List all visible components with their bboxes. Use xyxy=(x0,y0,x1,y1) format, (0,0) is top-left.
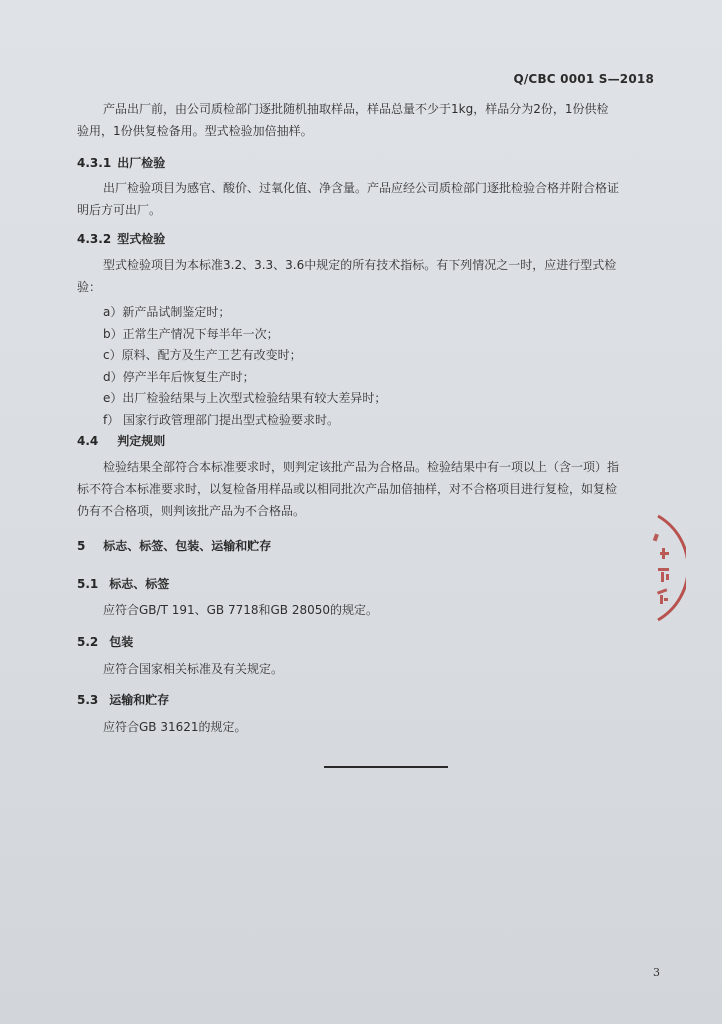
heading-number: 5.1 xyxy=(77,577,99,591)
intro-paragraph xyxy=(77,98,667,142)
heading-4-4 xyxy=(77,432,165,449)
intro-line-2: 验用，1份供复检备用。型式检验加倍抽样。 xyxy=(77,124,313,138)
heading-number: 5.3 xyxy=(77,693,99,707)
paragraph-4-3-2 xyxy=(77,254,667,298)
paragraph-line: 型式检验项目为本标准3.2、3.3、3.6中规定的所有技术指标。有下列情况之一时，应进行型式检 xyxy=(103,258,617,272)
list-item: d）停产半年后恢复生产时； xyxy=(103,369,255,384)
paragraph-line: 应符合GB/T 191、GB 7718和GB 28050的规定。 xyxy=(103,603,379,617)
intro-line-1: 产品出厂前，由公司质检部门逐批随机抽取样品，样品总量不少于1kg，样品分为2份，1份供检 xyxy=(103,102,609,116)
paragraph-line: 仍有不合格项，则判该批产品为不合格品。 xyxy=(77,504,306,518)
heading-4-3-2 xyxy=(77,230,165,247)
heading-title: 出厂检验 xyxy=(117,156,166,170)
paragraph-line: 出厂检验项目为感官、酸价、过氧化值、净含量。产品应经公司质检部门逐批检验合格并附合格证 xyxy=(103,181,620,195)
paragraph-line: 明后方可出厂。 xyxy=(77,203,162,217)
heading-4-3-1 xyxy=(77,154,165,171)
heading-5-3 xyxy=(77,691,169,708)
heading-title: 运输和贮存 xyxy=(109,693,170,707)
paragraph-line: 检验结果全部符合本标准要求时，则判定该批产品为合格品。检验结果中有一项以上（含一项）指 xyxy=(103,460,620,474)
heading-5-1 xyxy=(77,575,169,592)
heading-title: 型式检验 xyxy=(117,232,166,246)
page-number: 3 xyxy=(653,966,660,979)
list-item: c）原料、配方及生产工艺有改变时； xyxy=(103,348,302,362)
paragraph-line: 应符合GB 31621的规定。 xyxy=(103,720,247,734)
heading-5 xyxy=(77,537,271,554)
paragraph-line: 验： xyxy=(77,280,102,294)
paragraph-line: 标不符合本标准要求时，以复检备用样品或以相同批次产品加倍抽样，对不合格项目进行复检，如复检 xyxy=(77,482,618,496)
list-item: a）新产品试制鉴定时； xyxy=(103,305,231,319)
heading-title: 标志、标签 xyxy=(109,577,170,591)
heading-title: 判定规则 xyxy=(117,434,166,448)
heading-title: 标志、标签、包装、运输和贮存 xyxy=(103,539,272,553)
paragraph-5-1 xyxy=(77,599,667,621)
heading-number: 5 xyxy=(77,539,86,553)
inspection-conditions-list xyxy=(103,302,386,431)
paragraph-4-4 xyxy=(77,456,667,522)
heading-number: 4.3.1 xyxy=(77,156,112,170)
end-rule xyxy=(324,766,448,768)
list-item: f） 国家行政管理部门提出型式检验要求时。 xyxy=(103,412,340,427)
heading-5-2 xyxy=(77,633,133,650)
paragraph-5-2 xyxy=(77,658,667,680)
paragraph-5-3 xyxy=(77,716,667,738)
paragraph-line: 应符合国家相关标准及有关规定。 xyxy=(103,662,284,676)
company-seal-partial xyxy=(646,508,686,628)
heading-title: 包装 xyxy=(109,635,134,649)
heading-number: 4.4 xyxy=(77,434,99,448)
seal-glyphs xyxy=(653,533,669,604)
list-item: b）正常生产情况下每半年一次； xyxy=(103,326,279,341)
heading-number: 4.3.2 xyxy=(77,232,112,246)
paragraph-4-3-1 xyxy=(77,177,667,221)
list-item: e）出厂检验结果与上次型式检验结果有较大差异时； xyxy=(103,391,387,405)
standard-code: Q/CBC 0001 S—2018 xyxy=(513,72,654,86)
heading-number: 5.2 xyxy=(77,635,99,649)
